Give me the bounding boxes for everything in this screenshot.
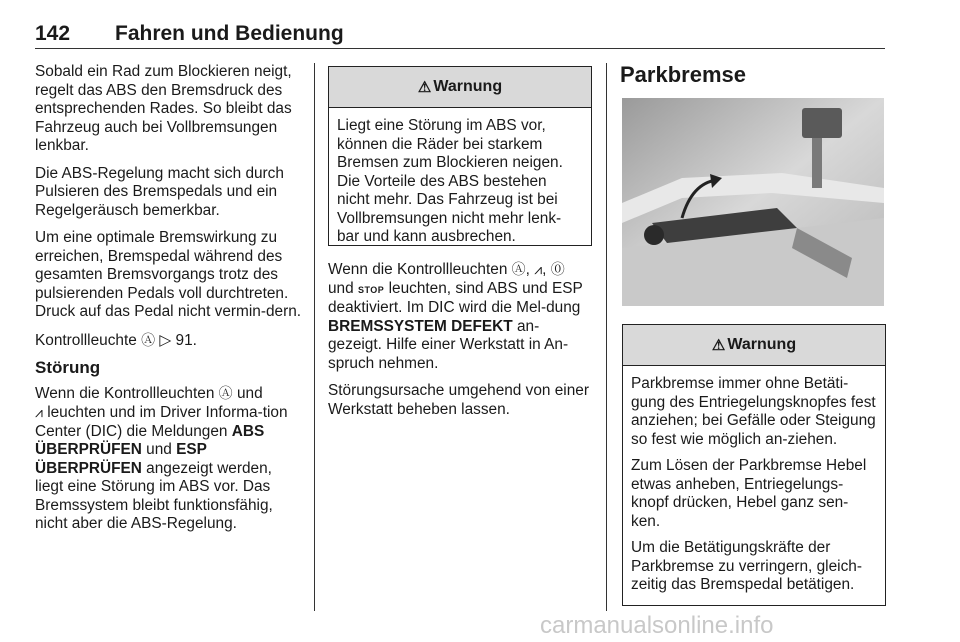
warning-text: Parkbremse immer ohne Betäti-gung des Entriegelungsknopfes fest anziehen; bei Gefälle oder Steigung so fest wie möglich an-ziehen.: [631, 375, 876, 448]
text: angezeigt werden, liegt eine Störung im ABS vor. Das Bremssystem bleibt funktionsfähig, nicht aber die ABS-Regelung.: [35, 459, 273, 532]
paragraph: [35, 384, 303, 534]
paragraph: [35, 331, 303, 351]
warning-triangle-icon: ⚠: [711, 337, 726, 354]
parking-brake-heading: Parkbremse: [620, 62, 746, 87]
warning-header: [329, 67, 591, 108]
text: an-gezeigt. Hilfe einer Werkstatt in An-spruch nehmen.: [328, 317, 569, 372]
page-ref[interactable]: 91.: [175, 331, 197, 349]
stop-icon: STOP: [357, 284, 385, 295]
warning-header: [623, 325, 885, 366]
text: Wenn die Kontrollleuchten: [35, 384, 215, 402]
paragraph: Störungsursache umgehend von einer Werkstatt beheben lassen.: [328, 382, 589, 418]
column-1: [35, 63, 303, 543]
warning-title: Warnung: [433, 78, 503, 95]
warning-box: [622, 324, 886, 606]
page-ref-arrow-icon: ▷: [159, 331, 172, 349]
text: leuchten und im Driver Informa-tion Center (DIC) die Meldungen: [35, 404, 288, 440]
paragraph: Die ABS-Regelung macht sich durch Pulsieren des Bremspedals und ein Regelgeräusch bemerkbar.: [35, 164, 284, 219]
page-header: [35, 22, 885, 49]
warning-box: [328, 66, 592, 246]
warning-triangle-icon: ⚠: [417, 79, 432, 96]
text: leuchten, sind ABS und ESP deaktiviert. Im DIC wird die Mel-dung: [328, 279, 583, 316]
parking-brake-photo: [622, 98, 884, 306]
page-number: 142: [35, 22, 71, 45]
abs-warning-icon: Ⓐ: [511, 261, 526, 277]
ref-text: Kontrollleuchte: [35, 331, 137, 349]
column-divider: [606, 63, 607, 611]
message-esp: ESP ÜBERPRÜFEN: [35, 441, 207, 477]
text: Wenn die Kontrollleuchten: [328, 261, 508, 278]
message-brake-system: BREMSSYSTEM DEFEKT: [328, 317, 513, 335]
text: und: [236, 384, 263, 402]
section-title: Fahren und Bedienung: [115, 22, 344, 45]
paragraph: Sobald ein Rad zum Blockieren neigt, regelt das ABS den Bremsdruck des entsprechenden Rades. So bleibt das Fahrzeug auch bei Vollbremsungen lenkbar.: [35, 63, 292, 154]
text: und: [328, 279, 354, 297]
paragraph: Wenn die Kontrollleuchten Ⓐ, ⩘, ⓪ und STOP leuchten, sind ABS und ESP deaktiviert. Im DIC wird die Mel-dung BREMSSYSTEM DEFEKT an-gezeigt. Hilfe einer Werkstatt in An-spruch nehmen.: [328, 261, 583, 372]
warning-title: Warnung: [727, 336, 797, 353]
abs-warning-icon: Ⓐ: [218, 384, 233, 401]
column-2: [328, 260, 592, 428]
abs-warning-icon: Ⓐ: [141, 331, 156, 348]
section-heading: Störung: [35, 358, 101, 377]
message-abs: ABS ÜBERPRÜFEN: [35, 422, 265, 458]
esp-warning-icon: ⩘: [35, 404, 43, 420]
warning-text: Um die Betätigungskräfte der Parkbremse zu verringern, gleich-zeitig das Bremspedal betätigen.: [631, 539, 862, 593]
warning-text: Zum Lösen der Parkbremse Hebel etwas anheben, Entriegelungs-knopf drücken, Hebel ganz sen-ken.: [631, 457, 867, 530]
warning-text: Liegt eine Störung im ABS vor, können die Räder bei starkem Bremsen zum Blockieren neigen. Die Vorteile des ABS bestehen nicht mehr. Das Fahrzeug ist bei Vollbremsungen nicht mehr lenk-bar und kann ausbrechen.: [337, 117, 563, 245]
paragraph: Um eine optimale Bremswirkung zu erreichen, Bremspedal während des gesamten Bremsvorgangs trotz des pulsierenden Pedals voll durchtreten. Druck auf das Pedal nicht vermin-dern.: [35, 229, 302, 320]
watermark: carmanualsonline.info: [540, 612, 774, 639]
brake-warning-icon: ⓪: [550, 261, 565, 277]
text: und: [146, 441, 172, 458]
column-divider: [314, 63, 315, 611]
esp-warning-icon: ⩘: [534, 261, 543, 277]
